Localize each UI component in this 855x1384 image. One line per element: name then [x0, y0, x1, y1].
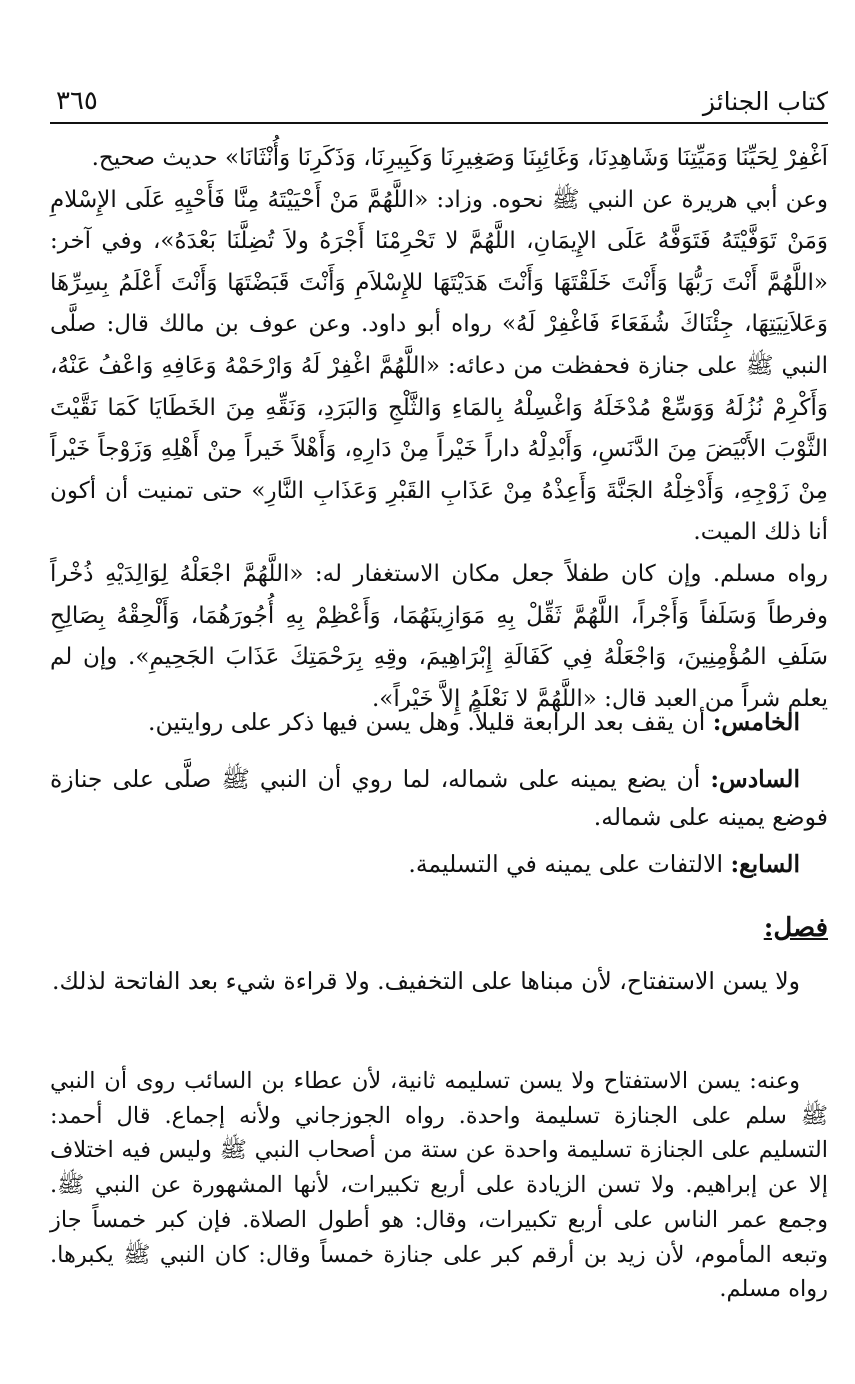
item-lead: الخامس: — [712, 708, 800, 736]
section-paragraph-2 — [50, 1064, 828, 1307]
page-header — [50, 78, 828, 124]
item-text: أن يضع يمينه على شماله، لما روي أن النبي ﷺ صلَّى على جنازة فوضع يمينه على شماله. — [50, 765, 828, 831]
item-lead: السابع: — [730, 850, 800, 878]
page-number: ٣٦٥ — [56, 86, 98, 116]
section-paragraph-1-text: ولا يسن الاستفتاح، لأن مبناها على التخفيف. ولا قراءة شيء بعد الفاتحة لذلك. — [51, 967, 800, 995]
paragraph-continuation: اَغْفِرْ لِحَيِّنَا وَمَيِّتِنَا وَشَاهِدِنَا، وَغَائِبِنَا وَصَغِيرِنَا وَكَبِيرِنَا، وَذَكَرِنَا وَأُنْثَانَا» حديث صحيح. — [91, 145, 828, 171]
paragraph-child-prayer: رواه مسلم. وإن كان طفلاً جعل مكان الاستغفار له: «اللَّهُمَّ اجْعَلْهُ لِوَالِدَيْهِ ذُخْراً وفرطاً وَسَلَفاً وَأَجْراً، اللَّهُمَّ ثَقِّلْ بِهِ مَوَازِينَهُمَا، وَأَعْظِمْ بِهِ أُجُورَهُمَا، وَأَلْحِقْهُ بِصَالِحِ سَلَفِ المُؤْمِنِينَ، وَاجْعَلْهُ فِي كَفَالَةِ إِبْرَاهِيمَ، وقِهِ بِرَحْمَتِكَ عَذَابَ الجَحِيمِ». وإن لم يعلم شراً من العبد قال: «اللَّهُمَّ لا نَعْلَمُ إِلاَّ خَيْراً». — [50, 560, 828, 712]
item-seventh — [50, 845, 828, 883]
main-text-block — [50, 138, 828, 720]
paragraph-hadith-abu-hurayra: وعن أبي هريرة عن النبي ﷺ نحوه. وزاد: «اللَّهُمَّ مَنْ أَحْيَيْتَهُ مِنَّا فَأَحْيِهِ عَلَى الإِسْلامِ وَمَنْ تَوَفَّيْتَهُ فَتَوَفَّهُ عَلَى الإِيمَانِ، اللَّهُمَّ لا تَحْرِمْنَا أَجْرَهُ ولاَ تُضِلَّنَا بَعْدَهُ»، وفي آخر: «اللَّهُمَّ أَنْتَ رَبُّهَا وَأَنْتَ خَلَقْتَهَا وَأَنْتَ هَدَيْتَهَا للإِسْلاَمِ وَأَنْتَ قَبَضْتَهَا وَأَنْتَ أَعْلَمُ بِسِرِّهَا وَعَلاَنِيَتِهَا، جِئْنَاكَ شُفَعَاءَ فَاغْفِرْ لَهُ» رواه أبو داود. وعن عوف بن مالك قال: صلَّى النبي ﷺ على جنازة فحفظت من دعائه: «اللَّهُمَّ اغْفِرْ لَهُ وَارْحَمْهُ وَعَافِهِ وَاعْفُ عَنْهُ، وَأَكْرِمْ نُزُلَهُ وَوَسِّعْ مُدْخَلَهُ وَاغْسِلْهُ بِالمَاءِ وَالثَّلْجِ وَالبَرَدِ، وَنَقِّهِ مِنَ الخَطَايَا كَمَا نَقَّيْتَ الثَّوْبَ الأَبْيَضَ مِنَ الدَّنَسِ، وَأَبْدِلْهُ داراً خَيْراً مِنْ دَارِهِ، وَأَهْلاً خَيراً مِنْ أَهْلِهِ وَزَوْجاً خَيْراً مِنْ زَوْجِهِ، وَأَدْخِلْهُ الجَنَّةَ وَأَعِذْهُ مِنْ عَذَابِ القَبْرِ وَعَذَابِ النَّارِ» حتى تمنيت أن أكون أنا ذلك الميت. — [50, 186, 828, 546]
item-text: الالتفات على يمينه في التسليمة. — [408, 850, 731, 878]
running-title: كتاب الجنائز — [702, 87, 828, 116]
section-paragraph-2-text: وعنه: يسن الاستفتاح ولا يسن تسليمه ثانية، لأن عطاء بن السائب روى أن النبي ﷺ سلم على الجنازة تسليمة واحدة. رواه الجوزجاني ولأنه إجماع. قال أحمد: التسليم على الجنازة تسليمة واحدة عن ستة من أصحاب النبي ﷺ وليس فيه اختلاف إلا عن إبراهيم. ولا تسن الزيادة على أربع تكبيرات، لأنها المشهورة عن النبي ﷺ. وجمع عمر الناس على أربع تكبيرات، وقال: هو أطول الصلاة. فإن كبر خمساً جاز وتبعه المأموم، لأن زيد بن أرقم كبر على جنازة خمساً وقال: كان النبي ﷺ يكبرها. رواه مسلم. — [50, 1068, 828, 1303]
item-text: أن يقف بعد الرابعة قليلاً. وهل يسن فيها ذكر على روايتين. — [148, 708, 713, 736]
section-paragraph-1 — [50, 962, 828, 1000]
item-sixth — [50, 760, 828, 836]
section-heading: فصل: — [763, 913, 828, 943]
item-fifth — [50, 703, 828, 741]
item-lead: السادس: — [710, 765, 800, 793]
